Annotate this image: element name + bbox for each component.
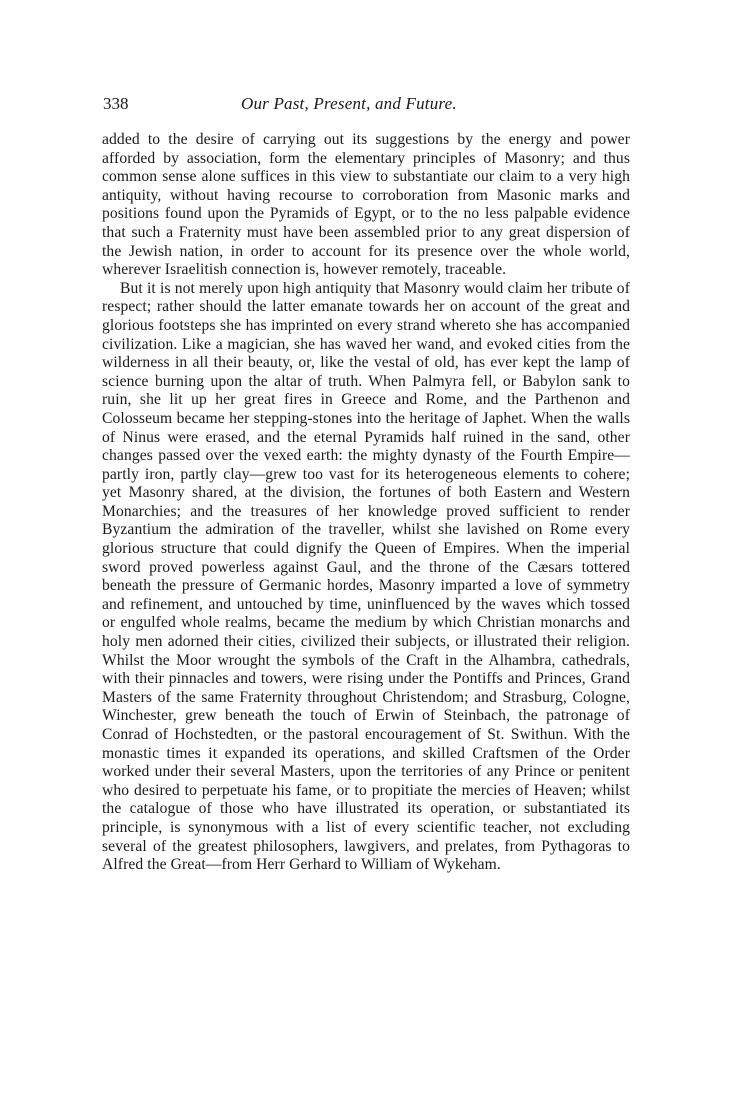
body-text (102, 131, 630, 875)
paragraph-masonry-history: But it is not merely upon high antiquity that Masonry would claim her tribute of respect; rather should the latter emanate towards her on account of the great and glorious footsteps she has imprinted on every strand whereto she has accompanied civilization. Like a magician, she has waved her wand, and evoked cities from the wilderness in all their beauty, or, like the vestal of old, has ever kept the lamp of science burning upon the altar of truth. When Palmyra fell, or Babylon sank to ruin, she lit up her great fires in Greece and Rome, and the Parthenon and Colosseum became her stepping-stones into the heritage of Japhet. When the walls of Ninus were erased, and the eternal Pyramids half ruined in the sand, other changes passed over the vexed earth: the mighty dynasty of the Fourth Empire—partly iron, partly clay—grew too vast for its heterogeneous elements to cohere; yet Masonry shared, at the division, the fortunes of both Eastern and Western Monarchies; and the treasures of her knowledge proved sufficient to render Byzantium the admiration of the traveller, whilst she lavished on Rome every glorious structure that could dignify the Queen of Empires. When the imperial sword proved powerless against Gaul, and the throne of the Cæsars tottered beneath the pressure of Germanic hordes, Masonry imparted a love of symmetry and refinement, and untouched by time, uninfluenced by the waves which tossed or engulfed whole realms, became the medium by which Christian monarchs and holy men adorned their cities, civilized their subjects, or illustrated their religion. Whilst the Moor wrought the symbols of the Craft in the Alhambra, cathedrals, with their pinnacles and towers, were rising under the Pontiffs and Princes, Grand Masters of the same Fraternity throughout Christendom; and Strasburg, Cologne, Winchester, grew beneath the touch of Erwin of Steinbach, the patronage of Conrad of Hochstedten, or the pastoral encouragement of St. Swithun. With the monastic times it expanded its operations, and skilled Craftsmen of the Order worked under their several Masters, upon the territories of any Prince or penitent who desired to perpetuate his fame, or to propitiate the mercies of Heaven; whilst the catalogue of those who have illustrated its operation, or substantiated its principle, is synonymous with a list of every scientific teacher, not excluding several of the greatest philosophers, lawgivers, and prelates, from Pythagoras to Alfred the Great—from Herr Gerhard to William of Wykeham. (102, 279, 630, 874)
paragraph-continued: added to the desire of carrying out its suggestions by the energy and power afforded by association, form the elementary principles of Masonry; and thus common sense alone suffices in this view to substantiate our claim to a very high antiquity, without having recourse to corroboration from Masonic marks and positions found upon the Pyramids of Egypt, or to the no less palpable evidence that such a Fraternity must have been assembled prior to any great dispersion of the Jewish nation, in order to account for its presence over the whole world, wherever Israelitish connection is, however remotely, traceable. (102, 131, 630, 279)
page-number: 338 (103, 94, 129, 113)
running-title: Our Past, Present, and Future. (241, 94, 457, 113)
running-head (103, 92, 633, 116)
